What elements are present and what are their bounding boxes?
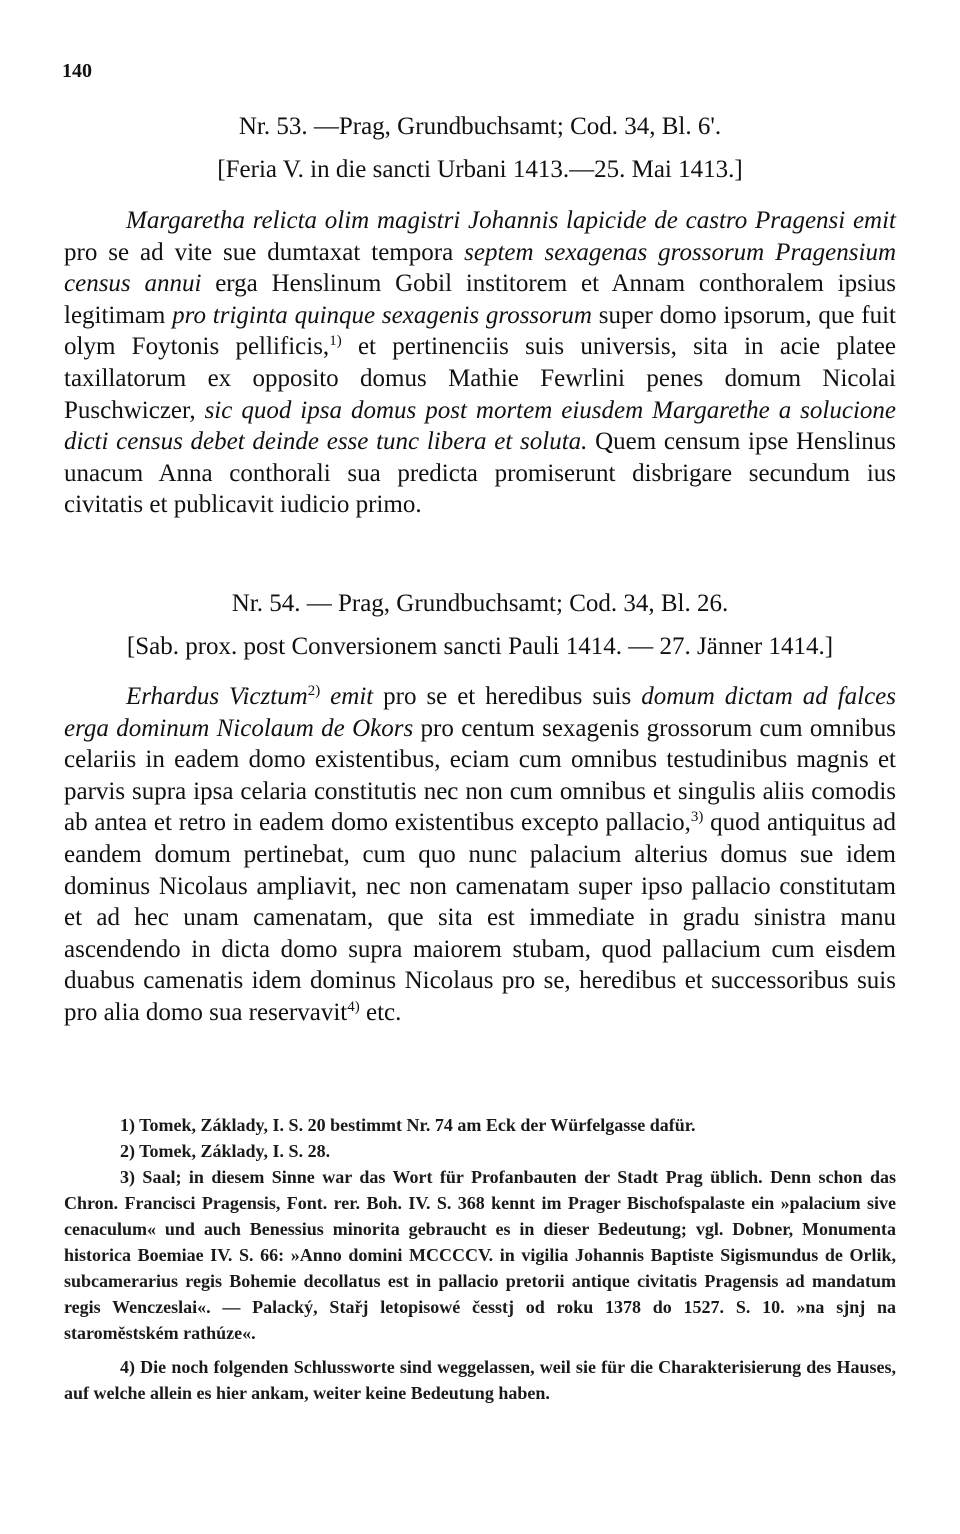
doc54-segment-2: emit xyxy=(320,683,374,710)
footnote-ref-3: 3) xyxy=(690,809,704,826)
doc53-segment-8: sic quod ipsa domus post mortem eiusdem Margarethe a solucione dicti census debet deinde esse tunc libera et soluta. xyxy=(64,396,896,456)
document-53-date: [Feria V. in die sancti Urbani 1413.—25. Mai 1413.] xyxy=(217,156,743,183)
doc53-segment-6: super domo ipsorum, que fuit olym Foytonis pellificis, xyxy=(64,301,897,361)
doc54-segment-1: Erhardus Vicztum xyxy=(126,683,308,710)
footnote-ref-1: 1) xyxy=(329,333,342,350)
doc53-segment-2: pro se ad vite sue dumtaxat tempora xyxy=(64,238,465,266)
document-54-date: [Sab. prox. post Conversionem sancti Pauli 1414. — 27. Jänner 1414.] xyxy=(126,633,834,660)
footnotes xyxy=(64,1112,896,1406)
doc53-segment-7: et pertinenciis suis universis, sita in acie platee taxillatorum ex opposito domus Mathie Fewrlini penes domum Nicolai Puschwiczer, xyxy=(64,333,896,424)
doc53-segment-4: erga Henslinum Gobil institorem et Annam conthoralem ipsius legitimam xyxy=(64,270,896,329)
footnote-3: 3) Saal; in diesem Sinne war das Wort für Profanbauten der Stadt Prag üblich. Denn schon das Chron. Francisci Pragensis, Font. rer. Boh. IV. S. 368 kennt im Prager Bischofspalaste ein »palacium sive cenaculum« und auch Benessius minorita gebraucht es in dieser Bedeutung; vgl. Dobner, Monumenta historica Boemiae IV. S. 66: »Anno domini MCCCCV. in vigilia Johannis Baptiste Sigismundus de Orlik, subcamerarius regis Bohemie decollatus est in pallacio pretorii antique civitatis Pragensis ad mandatum regis Wenczeslai«. — Palacký, Stařj letopisowé česstj od roku 1378 do 1527. S. 10. »na sjnj na staroměstském rathúze«. xyxy=(64,1167,896,1343)
footnote-ref-2: 2) xyxy=(307,683,321,699)
doc54-segment-7: etc. xyxy=(359,998,402,1026)
doc54-segment-6: quod antiquitus ad eandem domum pertinebat, cum quo nunc palacium alterius domus sue idem dominus Nicolaus ampliavit, nec non camenatam super ipso pallacio constitutam et ad hec unam camenatam, que sita est immediate in gradu sinistra manu ascendendo in dicta domo supra maiorem stubam, quod pallacium cum eisdem duabus camenatis idem dominus Nicolaus pro se, heredibus et successoribus suis pro alia domo sua reservavit xyxy=(64,809,896,1026)
footnote-2: 2) Tomek, Základy, I. S. 28. xyxy=(120,1141,331,1161)
document-54-heading: Nr. 54. — Prag, Grundbuchsamt; Cod. 34, Bl. 26. xyxy=(231,590,729,617)
doc53-segment-3: septem sexagenas grossorum Pragensium census annui xyxy=(64,238,896,298)
footnote-4: 4) Die noch folgenden Schlussworte sind weggelassen, weil sie für die Charakterisierung des Hauses, auf welche allein es hier ankam, weiter keine Bedeutung haben. xyxy=(64,1357,896,1403)
doc53-segment-9: Quem censum ipse Henslinus unacum Anna conthorali sua predicta promiserunt disbrigare secundum ius civitatis et publicavit iudicio primo. xyxy=(64,428,896,519)
page-number: 140 xyxy=(62,60,92,82)
doc54-segment-4: domum dictam ad falces erga dominum Nicolaum de Okors xyxy=(64,683,897,742)
doc54-segment-3: pro se et heredibus suis xyxy=(373,683,642,710)
doc54-segment-5: pro centum sexagenis grossorum cum omnibus celariis in eadem domo existentibus, eciam cum omnibus testudinibus magnis et parvis supra ipsa celaria constitutis nec non cum omnibus et singulis aliis comodis ab antea et retro in eadem domo existentibus excepto pallacio, xyxy=(64,714,896,837)
doc53-segment-5: pro triginta quinque sexagenis grossorum xyxy=(172,301,592,329)
document-53-text xyxy=(64,205,896,521)
footnote-ref-4: 4) xyxy=(347,998,360,1015)
footnote-1: 1) Tomek, Základy, I. S. 20 bestimmt Nr. 74 am Eck der Würfelgasse dafür. xyxy=(120,1115,696,1135)
document-53-heading: Nr. 53. —Prag, Grundbuchsamt; Cod. 34, Bl. 6'. xyxy=(238,113,722,140)
doc53-segment-1: Margaretha relicta olim magistri Johannis lapicide de castro Pragensi emit xyxy=(126,207,896,234)
document-54-text xyxy=(64,681,896,1029)
